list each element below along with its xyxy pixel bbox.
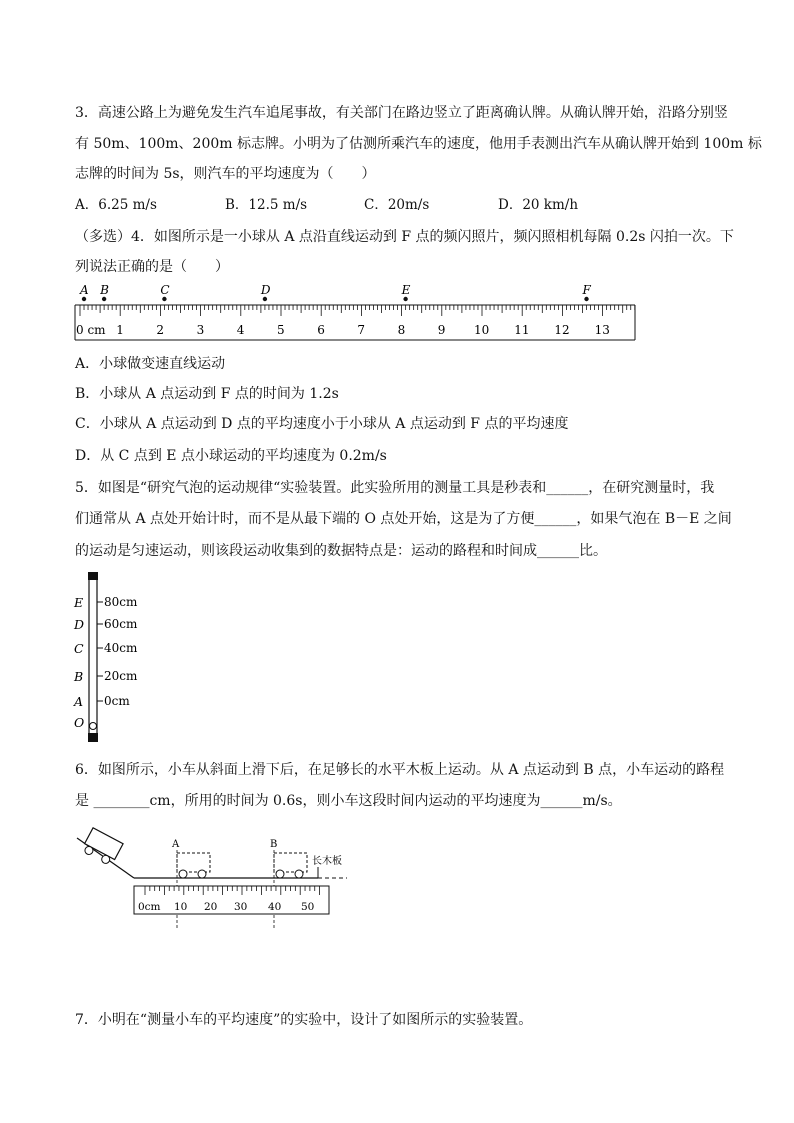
scale-label: 20	[204, 901, 218, 913]
ruler-tick-label: 13	[594, 323, 610, 337]
ball-position-f	[584, 297, 588, 301]
q5-text-line-3: 的运动是匀速运动，则该段运动收集到的数据特点是：运动的路程和时间成______比。	[75, 543, 607, 559]
q3-text-line-2: 有 50m、100m、200m 标志牌。小明为了估测所乘汽车的速度，他用手表测出汽车从确认牌开始到 100m 标	[75, 136, 762, 152]
scale-label: 30	[234, 901, 248, 913]
tube-mark-label: 20cm	[104, 669, 138, 683]
cart-ramp-figure	[72, 820, 357, 930]
ball-position-a	[82, 297, 86, 301]
ruler-tick-label: 3	[196, 323, 205, 337]
scale-label: 40	[268, 901, 282, 913]
label-a: A	[172, 839, 180, 850]
q4-option-b: B．小球从 A 点运动到 F 点的时间为 1.2s	[75, 386, 339, 402]
q3-option-c: C．20m/s	[364, 197, 430, 213]
point-label-a: A	[80, 283, 89, 297]
ball-position-b	[102, 297, 106, 301]
point-label-d: D	[260, 283, 271, 297]
ruler-tick-label: 10	[474, 323, 490, 337]
q3-option-b: B．12.5 m/s	[225, 197, 308, 213]
q4-option-c: C．小球从 A 点运动到 D 点的平均速度小于小球从 A 点运动到 F 点的平均速度	[75, 416, 569, 432]
tube-letter-a: A	[74, 694, 84, 709]
scale-label: 10	[174, 901, 188, 913]
strobe-ruler-figure	[70, 280, 645, 348]
q3-option-d: D．20 km/h	[498, 197, 579, 213]
tube-mark-label: 60cm	[104, 617, 138, 631]
ruler-tick-label: 12	[554, 323, 570, 337]
cart-on-incline	[81, 828, 123, 867]
q4-text-line-2: 列说法正确的是（ ）	[75, 259, 229, 275]
ruler-tick-label: 0 cm	[76, 323, 106, 337]
bubble-tube-figure	[70, 570, 190, 745]
q6-text-line-1: 6．如图所示，小车从斜面上滑下后，在足够长的水平木板上运动。从 A 点运动到 B 点，小车运动的路程	[75, 762, 725, 778]
ruler-tick-label: 2	[156, 323, 165, 337]
q3-option-a: A．6.25 m/s	[75, 197, 157, 213]
air-bubble	[90, 723, 97, 730]
cart-a-wheel-front	[198, 870, 206, 878]
tube-letter-e: E	[74, 595, 84, 610]
q3-text-line-3: 志牌的时间为 5s，则汽车的平均速度为（ ）	[75, 166, 376, 182]
ruler-tick-label: 9	[437, 323, 446, 337]
point-label-f: F	[582, 283, 591, 297]
tube-mark-label: 0cm	[104, 694, 130, 708]
ruler-tick-label: 7	[357, 323, 366, 337]
cart-position-b	[274, 853, 307, 872]
cart-b-wheel-rear	[276, 870, 284, 878]
point-label-b: B	[100, 283, 109, 297]
point-label-e: E	[401, 283, 411, 297]
tube-letter-b: B	[74, 669, 84, 684]
glass-tube	[89, 575, 97, 740]
scale-ruler	[134, 886, 329, 914]
ball-position-d	[263, 297, 267, 301]
ball-position-c	[162, 297, 166, 301]
q5-text-line-1: 5．如图是“研究气泡的运动规律“实验装置。此实验所用的测量工具是秒表和______，在研究测量时，我	[75, 480, 715, 496]
tube-letter-d: D	[74, 617, 85, 632]
scale-label: 0cm	[138, 901, 161, 913]
board-label: 长木板	[312, 856, 342, 867]
cart-b-wheel-front	[295, 870, 303, 878]
tube-top-stopper	[88, 572, 98, 580]
tube-letter-c: C	[74, 641, 84, 656]
q4-text-line-1: （多选）4．如图所示是一小球从 A 点沿直线运动到 F 点的频闪照片，频闪照相机每隔 0.2s 闪拍一次。下	[75, 229, 734, 245]
tube-mark-label: 80cm	[104, 595, 138, 609]
ruler-tick-label: 1	[116, 323, 124, 337]
ruler-tick-label: 8	[397, 323, 406, 337]
q5-text-line-2: 们通常从 A 点处开始计时，而不是从最下端的 O 点处开始，这是为了方便______，如果气泡在 B－E 之间	[75, 511, 732, 527]
point-label-c: C	[160, 283, 170, 297]
q4-option-a: A．小球做变速直线运动	[75, 356, 226, 372]
q6-text-line-2: 是 ________cm，所用的时间为 0.6s，则小车这段时间内运动的平均速度为______m/s。	[75, 793, 622, 809]
ball-position-e	[403, 297, 407, 301]
tube-mark-label: 40cm	[104, 641, 138, 655]
ruler-tick-label: 11	[514, 323, 530, 337]
q3-text-line-1: 3．高速公路上为避免发生汽车追尾事故，有关部门在路边竖立了距离确认牌。从确认牌开始，沿路分别竖	[75, 105, 728, 121]
tube-bottom-stopper	[88, 733, 98, 742]
cart-a-wheel-rear	[179, 870, 187, 878]
q7-text-line-1: 7．小明在“测量小车的平均速度”的实验中，设计了如图所示的实验装置。	[75, 1012, 533, 1028]
tube-letter-o: O	[74, 715, 85, 730]
label-b: B	[270, 839, 278, 850]
scale-label: 50	[301, 901, 315, 913]
ruler-tick-label: 5	[277, 323, 285, 337]
ruler-tick-label: 4	[236, 323, 245, 337]
ruler-tick-label: 6	[317, 323, 325, 337]
cart-position-a	[177, 853, 210, 872]
q4-option-d: D．从 C 点到 E 点小球运动的平均速度为 0.2m/s	[75, 448, 387, 464]
